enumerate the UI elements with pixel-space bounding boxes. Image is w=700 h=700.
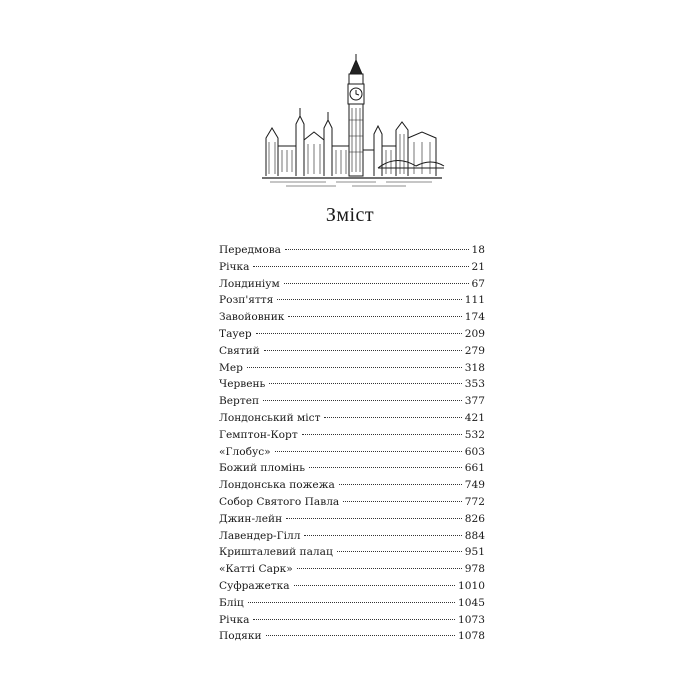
dot-leader [294,585,455,586]
toc-entry [219,410,485,427]
toc-entry-page-number: 21 [471,260,485,273]
toc-entry [219,477,485,494]
toc-entry-label: Суфражетка [219,579,290,592]
toc-entry-label: Лондонський міст [219,411,321,424]
toc-entry-page-number: 951 [464,546,485,559]
toc-entry [219,376,485,393]
toc-entry-label: Річка [219,613,250,626]
dot-leader [286,518,462,519]
dot-leader [269,383,461,384]
dot-leader [309,467,462,468]
toc-entry-page-number: 1045 [458,596,485,609]
toc-entry [219,343,485,360]
toc-entry-label: Божий пломінь [219,462,306,475]
toc-entry-label: Лондиніум [219,277,280,290]
page-title: Зміст [325,204,375,226]
toc-entry [219,460,485,477]
dot-leader [266,635,456,636]
toc-entry [219,360,485,377]
dot-leader [288,316,461,317]
toc-entry-label: Завойовник [219,311,285,324]
toc-entry-page-number: 749 [464,479,485,492]
toc-entry-page-number: 279 [464,344,485,357]
toc-entry-page-number: 111 [464,294,485,307]
toc-entry [219,242,485,259]
toc-entry [219,494,485,511]
toc-entry-label: Тауер [219,327,252,340]
toc-entry [219,427,485,444]
dot-leader [339,484,462,485]
dot-leader [304,535,461,536]
dot-leader [324,417,461,418]
toc-entry [219,276,485,293]
dot-leader [337,551,462,552]
toc-entry [219,595,485,612]
toc-entry-page-number: 353 [464,378,485,391]
dot-leader [343,501,462,502]
table-of-contents [219,242,485,645]
toc-entry-label: Річка [219,260,250,273]
toc-entry [219,444,485,461]
dot-leader [264,350,462,351]
toc-entry-page-number: 884 [464,529,485,542]
toc-entry [219,309,485,326]
toc-entry-label: «Глобус» [219,445,271,458]
toc-entry [219,578,485,595]
toc-entry-page-number: 18 [471,244,485,256]
toc-entry [219,528,485,545]
toc-entry-label: Мер [219,361,243,374]
toc-entry-label: Передмова [219,244,281,256]
toc-entry-page-number: 603 [464,445,485,458]
dot-leader [253,266,468,267]
toc-entry [219,511,485,528]
toc-entry [219,393,485,410]
toc-entry [219,612,485,629]
toc-entry-label: Кришталевий палац [219,546,333,559]
toc-entry-label: Розп'яття [219,294,274,307]
dot-leader [285,249,469,250]
dot-leader [253,619,455,620]
dot-leader [247,367,462,368]
toc-entry [219,544,485,561]
toc-entry-label: Джин-лейн [219,512,283,525]
dot-leader [256,333,462,334]
toc-entry-page-number: 661 [464,462,485,475]
dot-leader [284,283,469,284]
london-skyline-illustration [256,50,446,190]
toc-entry-page-number: 174 [464,311,485,324]
dot-leader [248,602,455,603]
toc-entry-label: Святий [219,344,260,357]
toc-entry [219,326,485,343]
toc-entry-label: Гемптон-Корт [219,428,298,441]
toc-entry-label: Вертеп [219,395,260,408]
toc-entry-label: Лондонська пожежа [219,479,335,492]
toc-entry [219,628,485,645]
dot-leader [263,400,462,401]
toc-entry [219,561,485,578]
dot-leader [302,434,462,435]
toc-entry-page-number: 1010 [458,579,485,592]
toc-entry-page-number: 826 [464,512,485,525]
toc-entry [219,259,485,276]
toc-entry-page-number: 1078 [458,630,485,643]
toc-entry-label: Бліц [219,596,244,609]
toc-entry-label: Червень [219,378,266,391]
toc-entry-page-number: 772 [464,495,485,508]
toc-entry-page-number: 318 [464,361,485,374]
toc-entry-label: Собор Святого Павла [219,495,340,508]
dot-leader [277,299,461,300]
toc-entry-label: «Катті Сарк» [219,563,293,576]
toc-entry [219,292,485,309]
toc-entry-page-number: 532 [464,428,485,441]
toc-entry-page-number: 1073 [458,613,485,626]
dot-leader [297,568,462,569]
toc-entry-label: Лавендер-Гілл [219,529,301,542]
toc-entry-page-number: 421 [464,411,485,424]
toc-entry-page-number: 67 [471,277,485,290]
toc-entry-page-number: 978 [464,563,485,576]
dot-leader [275,451,462,452]
toc-entry-label: Подяки [219,630,262,643]
toc-entry-page-number: 377 [464,395,485,408]
toc-entry-page-number: 209 [464,327,485,340]
